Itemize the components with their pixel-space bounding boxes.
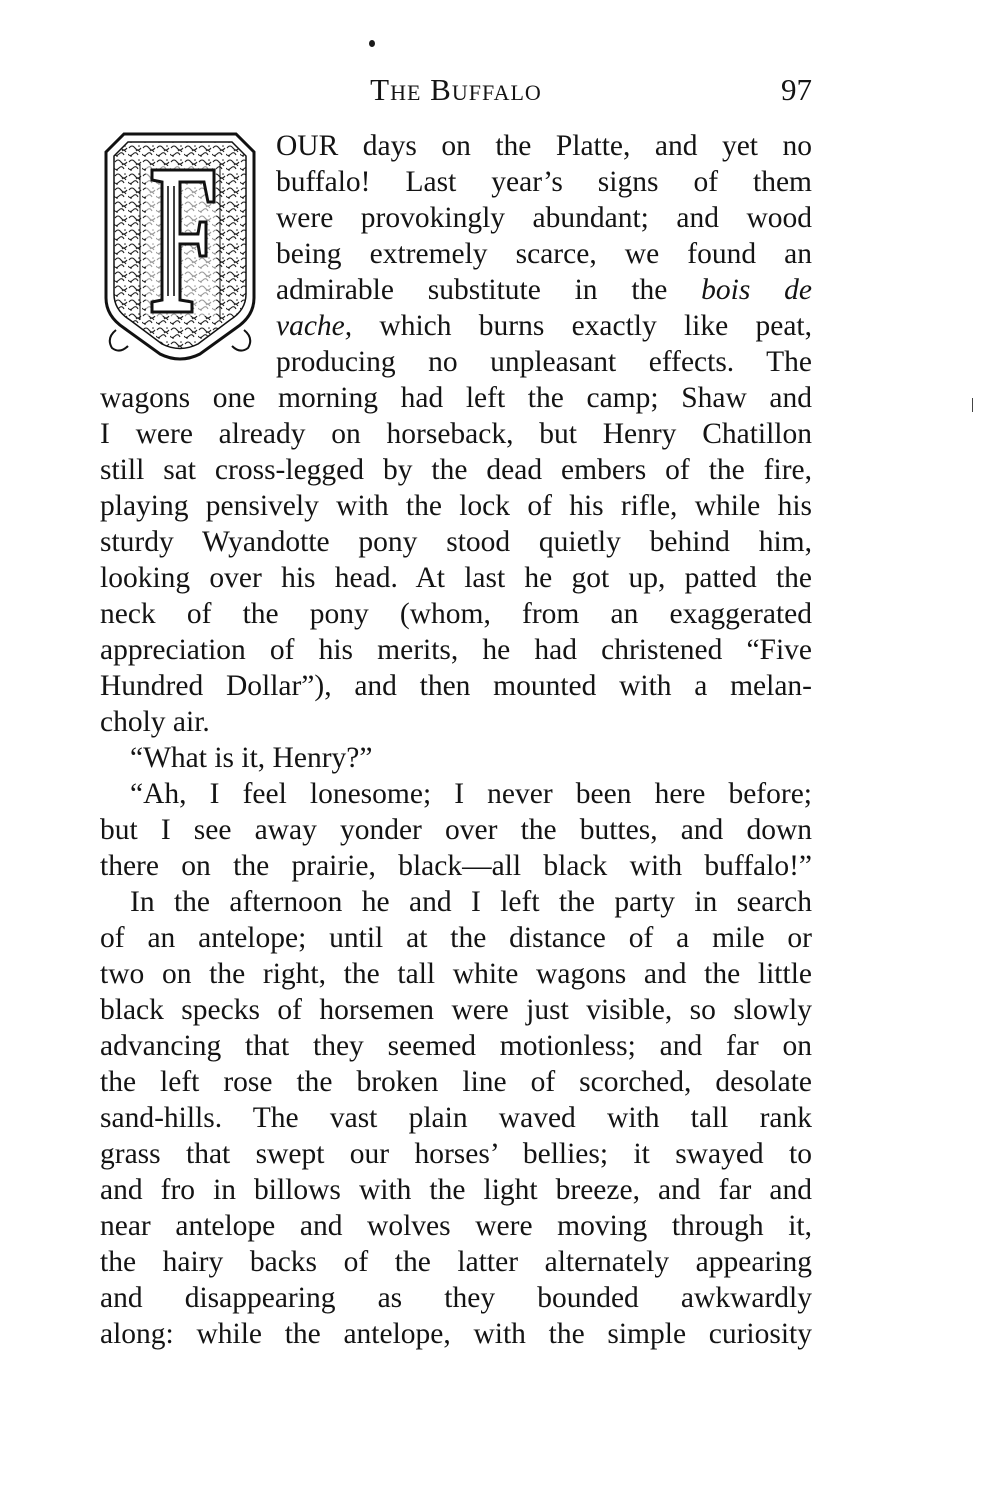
italic-phrase: bois de xyxy=(701,274,812,306)
text-line-with-italic xyxy=(100,272,812,308)
text-line: of an antelope; until at the distance of a mile or xyxy=(100,922,812,954)
text-line: and fro in billows with the light breeze, and far and xyxy=(100,1174,812,1206)
text-line: the left rose the broken line of scorched, desolate xyxy=(100,1066,812,1098)
text-line: near antelope and wolves were moving through it, xyxy=(100,1210,812,1242)
text-segment: admirable substitute in the xyxy=(276,274,702,306)
paragraph xyxy=(100,884,812,1352)
text-line xyxy=(100,308,812,344)
text-line: producing no unpleasant effects. The xyxy=(276,346,812,378)
printer-mark xyxy=(369,40,375,47)
text-line: neck of the pony (whom, from an exaggerated xyxy=(100,598,812,630)
text-line: being extremely scarce, we found an xyxy=(276,238,812,270)
paragraph xyxy=(100,776,812,884)
text-line: two on the right, the tall white wagons and the little xyxy=(100,958,812,990)
text-line: grass that swept our horses’ bellies; it swayed to xyxy=(100,1138,812,1170)
text-line: but I see away yonder over the buttes, and down xyxy=(100,814,812,846)
text-line: the hairy backs of the latter alternately appearing xyxy=(100,1246,812,1278)
text-line: and disappearing as they bounded awkwardly xyxy=(100,1282,812,1314)
text-line: looking over his head. At last he got up, patted the xyxy=(100,562,812,594)
text-line: sturdy Wyandotte pony stood quietly behind him, xyxy=(100,526,812,558)
text-line: “What is it, Henry?” xyxy=(130,742,373,774)
text-line: In the afternoon he and I left the party in search xyxy=(130,886,812,918)
text-line: wagons one morning had left the camp; Shaw and xyxy=(100,382,812,414)
text-line: buffalo! Last year’s signs of them xyxy=(276,166,812,198)
paragraph xyxy=(100,740,812,776)
text-line: OUR days on the Platte, and yet no xyxy=(276,130,812,162)
text-line: along: while the antelope, with the simple curiosity xyxy=(100,1318,812,1350)
running-head xyxy=(100,72,812,116)
text-line: black specks of horsemen were just visible, so slowly xyxy=(100,994,812,1026)
text-line: still sat cross-legged by the dead embers of the fire, xyxy=(100,454,812,486)
text-line: “Ah, I feel lonesome; I never been here before; xyxy=(130,778,812,810)
text-segment: which burns exactly like peat, xyxy=(352,310,812,342)
body-text xyxy=(100,128,812,1352)
text-line: I were already on horseback, but Henry Chatillon xyxy=(100,418,812,450)
text-line: sand-hills. The vast plain waved with tall rank xyxy=(100,1102,812,1134)
running-title: The Buffalo xyxy=(370,72,542,107)
text-line: playing pensively with the lock of his rifle, while his xyxy=(100,490,812,522)
margin-mark xyxy=(972,398,973,412)
text-line: were provokingly abundant; and wood xyxy=(276,202,812,234)
italic-word: vache, xyxy=(276,310,353,342)
text-line: advancing that they seemed motionless; and far on xyxy=(100,1030,812,1062)
text-line: Hundred Dollar”), and then mounted with a melan- xyxy=(100,670,812,702)
page-number: 97 xyxy=(781,72,812,107)
text-line: appreciation of his merits, he had christened “Five xyxy=(100,634,812,666)
text-line: there on the prairie, black—all black with buffalo!” xyxy=(100,850,812,882)
text-line: choly air. xyxy=(100,706,210,738)
paragraph xyxy=(100,128,812,740)
